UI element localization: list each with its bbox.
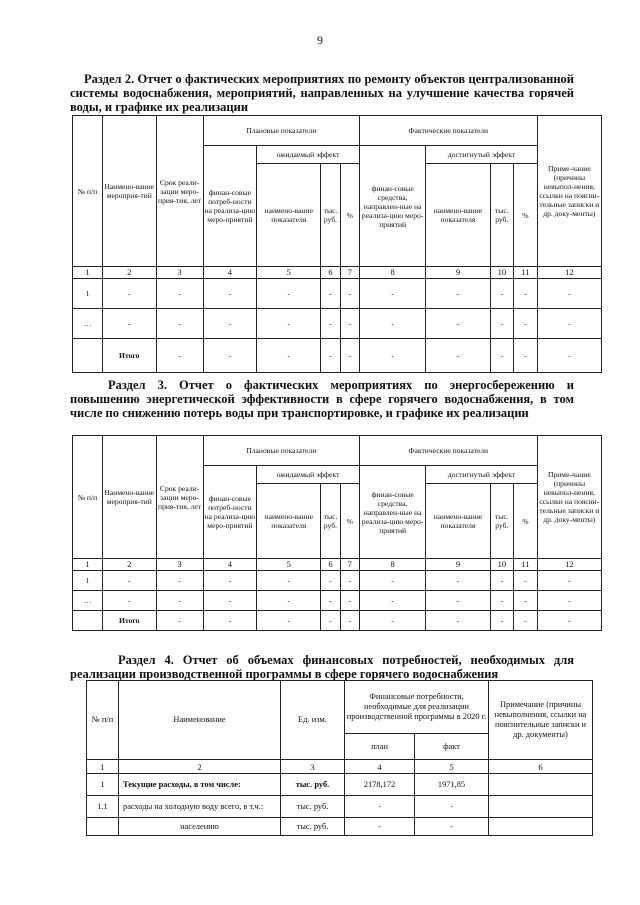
table-cell: - bbox=[490, 279, 514, 309]
table-cell: - bbox=[340, 611, 359, 631]
table-cell: - bbox=[156, 339, 203, 373]
table-cell: - bbox=[203, 571, 257, 591]
header-thous-rub: тыс. руб. bbox=[321, 484, 340, 559]
table-cell: - bbox=[156, 591, 203, 611]
t4-colnum: 3 bbox=[281, 760, 345, 774]
header-indicator-name: наимено-вание показателя bbox=[426, 484, 490, 559]
header-num: № п/п bbox=[73, 116, 103, 267]
header-thous-rub: тыс. руб. bbox=[321, 164, 340, 267]
header-actual: Фактические показатели bbox=[359, 116, 537, 146]
column-number: 12 bbox=[537, 267, 601, 279]
t4-colnum: 2 bbox=[119, 760, 281, 774]
section-4-heading: Раздел 4. Отчет об объемах финансовых потребностей, необходимых для реализации производственной программы в сфере горячего водоснабжения bbox=[70, 653, 574, 681]
header-planned: Плановые показатели bbox=[203, 436, 359, 466]
table-cell: - bbox=[203, 309, 257, 339]
table-row bbox=[73, 571, 602, 591]
t4-colnum: 6 bbox=[489, 760, 593, 774]
column-number: 11 bbox=[514, 267, 538, 279]
table-cell: - bbox=[340, 309, 359, 339]
table-cell: - bbox=[359, 611, 425, 631]
table-cell: - bbox=[537, 279, 601, 309]
t4-colnum: 1 bbox=[87, 760, 119, 774]
table-cell: - bbox=[426, 309, 490, 339]
t4-cell-note bbox=[489, 818, 593, 836]
table-row bbox=[87, 774, 593, 796]
table-row bbox=[73, 309, 602, 339]
table-row bbox=[73, 279, 602, 309]
table-cell: … bbox=[73, 591, 103, 611]
table-cell: - bbox=[203, 339, 257, 373]
section-2-table bbox=[72, 115, 602, 373]
header-planned: Плановые показатели bbox=[203, 116, 359, 146]
t4-cell-fact: 1971,85 bbox=[415, 774, 489, 796]
header-fin-needs: финан-совые потреб-ности на реализа-цию меро-приятий bbox=[203, 146, 257, 267]
column-number: 9 bbox=[426, 267, 490, 279]
table-cell: - bbox=[321, 309, 340, 339]
table-cell: - bbox=[156, 571, 203, 591]
header-percent: % bbox=[514, 164, 538, 267]
t4-cell-unit: тыс. руб. bbox=[281, 818, 345, 836]
table-cell: - bbox=[490, 571, 514, 591]
header-achieved-effect: достигнутый эффект bbox=[426, 146, 537, 164]
column-number: 7 bbox=[340, 267, 359, 279]
t4-cell-fact: - bbox=[415, 818, 489, 836]
header-note: Приме-чание (причины невыпол-нения, ссылки на поясни-тельные записки и др. доку-менты) bbox=[537, 116, 601, 267]
table-cell: - bbox=[156, 611, 203, 631]
table-cell: - bbox=[537, 571, 601, 591]
column-number: 6 bbox=[321, 559, 340, 571]
header-name: Наимено-вание мероприя-тий bbox=[102, 116, 156, 267]
section-2-heading: Раздел 2. Отчет о фактических мероприятиях по ремонту объектов централизованной системы водоснабжения, мероприятий, направленных на улучшение качества горячей воды, и графике их реализации bbox=[70, 72, 574, 114]
table-cell: - bbox=[514, 279, 538, 309]
column-number: 8 bbox=[359, 559, 425, 571]
column-number: 1 bbox=[73, 267, 103, 279]
table-cell: - bbox=[514, 571, 538, 591]
table-row bbox=[73, 339, 602, 373]
table-cell: Итого bbox=[102, 339, 156, 373]
header-note: Приме-чание (причины невыпол-нения, ссылки на поясни-тельные записки и др. доку-менты) bbox=[537, 436, 601, 559]
table-cell: - bbox=[426, 279, 490, 309]
header-percent: % bbox=[340, 164, 359, 267]
t4-header-fact: факт bbox=[415, 734, 489, 760]
column-number: 3 bbox=[156, 559, 203, 571]
table-cell: - bbox=[426, 571, 490, 591]
table-cell: 1 bbox=[73, 279, 103, 309]
t4-header-fin-needs: Финансовые потребности, необходимые для реализации производственной программы в 2020 г. bbox=[345, 681, 489, 734]
table-row bbox=[73, 591, 602, 611]
header-fin-means: финан-совые средства, направлен-ные на реализа-цию меро-приятий bbox=[359, 146, 425, 267]
section-3-heading: Раздел 3. Отчет о фактических мероприятиях по энергосбережению и повышению энергетической эффективности в сфере горячего водоснабжения, в том числе по снижению потерь воды при транспортировке, и графике их реализации bbox=[70, 378, 574, 420]
table-cell: - bbox=[102, 279, 156, 309]
column-numbers-row bbox=[73, 267, 602, 279]
header-expected-effect: ожидаемый эффект bbox=[257, 466, 360, 484]
column-number: 12 bbox=[537, 559, 601, 571]
t4-header-num: № п/п bbox=[87, 681, 119, 760]
table-cell: - bbox=[537, 309, 601, 339]
table-cell: - bbox=[203, 279, 257, 309]
page-number: 9 bbox=[317, 33, 323, 47]
column-number: 10 bbox=[490, 559, 514, 571]
table-cell: - bbox=[490, 591, 514, 611]
column-number: 2 bbox=[102, 267, 156, 279]
t4-cell-num bbox=[87, 818, 119, 836]
t4-cell-plan: 2178,172 bbox=[345, 774, 415, 796]
table-cell: - bbox=[257, 339, 321, 373]
table-cell: 1 bbox=[73, 571, 103, 591]
column-number: 4 bbox=[203, 267, 257, 279]
t4-header-name: Наименование bbox=[119, 681, 281, 760]
header-actual: Фактические показатели bbox=[359, 436, 537, 466]
table-cell: - bbox=[257, 611, 321, 631]
header-num: № п/п bbox=[73, 436, 103, 559]
column-number: 2 bbox=[102, 559, 156, 571]
table-cell: - bbox=[102, 571, 156, 591]
table-cell: - bbox=[156, 309, 203, 339]
t4-header-note: Примечание (причины невыполнения, ссылки на пояснительные записки и др. документы) bbox=[489, 681, 593, 760]
header-name: Наимено-вание мероприя-тий bbox=[102, 436, 156, 559]
section-3-table bbox=[72, 435, 602, 631]
header-percent: % bbox=[514, 484, 538, 559]
t4-cell-note bbox=[489, 796, 593, 818]
header-term: Срок реали-зации меро-прия-тия, лет bbox=[156, 436, 203, 559]
t4-cell-num: 1 bbox=[87, 774, 119, 796]
header-indicator-name: наимено-вание показателя bbox=[426, 164, 490, 267]
header-achieved-effect: достигнутый эффект bbox=[426, 466, 537, 484]
t4-cell-note bbox=[489, 774, 593, 796]
column-numbers-row bbox=[73, 559, 602, 571]
table-cell: - bbox=[257, 279, 321, 309]
table-cell: - bbox=[490, 339, 514, 373]
table-row bbox=[73, 611, 602, 631]
t4-column-numbers-row bbox=[87, 760, 593, 774]
column-number: 10 bbox=[490, 267, 514, 279]
table-cell: - bbox=[156, 279, 203, 309]
table-cell: - bbox=[426, 591, 490, 611]
table-cell: - bbox=[203, 611, 257, 631]
table-cell: - bbox=[257, 591, 321, 611]
t4-cell-name: расходы на холодную воду всего, в т.ч.: bbox=[119, 796, 281, 818]
header-fin-means: финан-совые средства, направлен-ные на реализа-цию меро-приятий bbox=[359, 466, 425, 559]
table-cell bbox=[73, 339, 103, 373]
table-cell: - bbox=[537, 611, 601, 631]
table-cell: - bbox=[102, 591, 156, 611]
table-cell: - bbox=[203, 591, 257, 611]
table-cell: - bbox=[490, 309, 514, 339]
t4-cell-name: населению bbox=[119, 818, 281, 836]
column-number: 5 bbox=[257, 267, 321, 279]
header-thous-rub: тыс. руб. bbox=[490, 484, 514, 559]
t4-cell-unit: тыс. руб. bbox=[281, 774, 345, 796]
table-cell: - bbox=[514, 611, 538, 631]
table-cell: - bbox=[514, 339, 538, 373]
table-cell: - bbox=[321, 591, 340, 611]
t4-cell-fact: - bbox=[415, 796, 489, 818]
table-cell: - bbox=[321, 571, 340, 591]
table-row bbox=[87, 796, 593, 818]
table-cell: - bbox=[359, 309, 425, 339]
table-cell: - bbox=[426, 611, 490, 631]
table-cell: - bbox=[321, 339, 340, 373]
table-cell: - bbox=[514, 591, 538, 611]
table-cell: - bbox=[537, 591, 601, 611]
header-indicator-name: наимено-вание показателя bbox=[257, 484, 321, 559]
column-number: 5 bbox=[257, 559, 321, 571]
t4-cell-num: 1.1 bbox=[87, 796, 119, 818]
header-thous-rub: тыс. руб. bbox=[490, 164, 514, 267]
column-number: 9 bbox=[426, 559, 490, 571]
t4-colnum: 5 bbox=[415, 760, 489, 774]
table-cell: - bbox=[340, 279, 359, 309]
table-cell: - bbox=[257, 309, 321, 339]
table-cell: - bbox=[102, 309, 156, 339]
column-number: 3 bbox=[156, 267, 203, 279]
header-term: Срок реали-зации меро-прия-тия, лет bbox=[156, 116, 203, 267]
header-percent: % bbox=[340, 484, 359, 559]
header-indicator-name: наимено-вание показателя bbox=[257, 164, 321, 267]
t4-cell-name: Текущие расходы, в том числе: bbox=[119, 774, 281, 796]
table-cell: Итого bbox=[102, 611, 156, 631]
header-expected-effect: ожидаемый эффект bbox=[257, 146, 360, 164]
table-cell: - bbox=[257, 571, 321, 591]
table-cell: - bbox=[340, 591, 359, 611]
table-cell: - bbox=[359, 339, 425, 373]
t4-cell-unit: тыс. руб. bbox=[281, 796, 345, 818]
t4-header-unit: Ед. изм. bbox=[281, 681, 345, 760]
column-number: 4 bbox=[203, 559, 257, 571]
column-number: 8 bbox=[359, 267, 425, 279]
table-row bbox=[87, 818, 593, 836]
table-cell: - bbox=[426, 339, 490, 373]
column-number: 11 bbox=[514, 559, 538, 571]
table-cell: - bbox=[340, 339, 359, 373]
table-cell: - bbox=[359, 571, 425, 591]
t4-cell-plan: - bbox=[345, 818, 415, 836]
column-number: 6 bbox=[321, 267, 340, 279]
column-number: 1 bbox=[73, 559, 103, 571]
t4-header-plan: план bbox=[345, 734, 415, 760]
column-number: 7 bbox=[340, 559, 359, 571]
table-cell: - bbox=[537, 339, 601, 373]
table-cell: … bbox=[73, 309, 103, 339]
table-cell: - bbox=[359, 279, 425, 309]
table-cell: - bbox=[359, 591, 425, 611]
table-cell: - bbox=[321, 279, 340, 309]
table-cell: - bbox=[514, 309, 538, 339]
table-cell: - bbox=[321, 611, 340, 631]
t4-cell-plan: - bbox=[345, 796, 415, 818]
table-cell: - bbox=[340, 571, 359, 591]
section-4-table bbox=[86, 680, 593, 836]
table-cell: - bbox=[490, 611, 514, 631]
table-cell bbox=[73, 611, 103, 631]
t4-colnum: 4 bbox=[345, 760, 415, 774]
header-fin-needs: финан-совые потреб-ности на реализа-цию меро-приятий bbox=[203, 466, 257, 559]
